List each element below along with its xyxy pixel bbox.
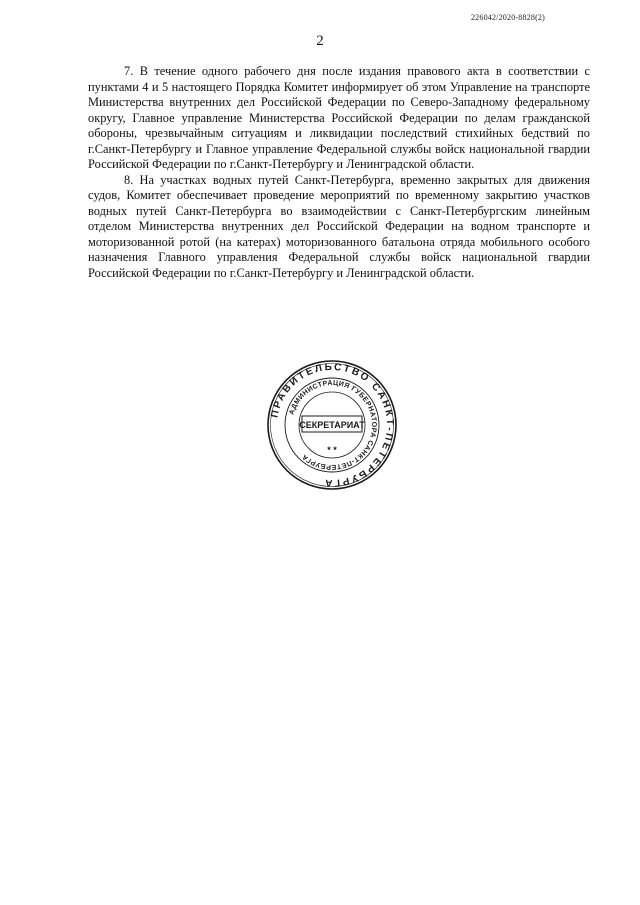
official-seal: [264, 357, 400, 493]
document-body: [88, 64, 590, 281]
seal-stars: * *: [327, 445, 337, 455]
seal-inner-text: АДМИНИСТРАЦИЯ ГУБЕРНАТОРА САНКТ-ПЕТЕРБУРГА: [288, 379, 378, 471]
seal-outer-text: ПРАВИТЕЛЬСТВО САНКТ-ПЕТЕРБУРГА: [269, 361, 396, 489]
paragraph-7: 7. В течение одного рабочего дня после издания правового акта в соответствии с пунктами 4 и 5 настоящего Порядка Комитет информирует об этом Управление на транспорте Министерства внутренних дел Российской Федерации по Северо-Западному федеральному округу, Главное управление Министерства Российской Федерации по делам гражданской обороны, чрезвычайным ситуациям и ликвидации последствий стихийных бедствий по г.Санкт-Петербургу и Главное управление Федеральной службы войск национальной гвардии Российской Федерации по г.Санкт-Петербургу и Ленинградской области.: [88, 64, 590, 171]
paragraph-8: 8. На участках водных путей Санкт-Петербурга, временно закрытых для движения судов, Комитет обеспечивает проведение мероприятий по временному закрытию участков водных путей Санкт-Петербурга во взаимодействии с Санкт-Петербургским линейным отделом Министерства внутренних дел Российской Федерации на водном транспорте и моторизованной ротой (на катерах) моторизованного батальона отряда мобильного особого назначения Главного управления Федеральной службы войск национальной гвардии Российской Федерации по г.Санкт-Петербургу и Ленинградской области.: [88, 172, 590, 280]
document-id: 226042/2020-8828(2): [470, 13, 545, 22]
page-number: 2: [316, 33, 324, 49]
seal-center-text: СЕКРЕТАРИАТ: [299, 420, 365, 430]
seal-graphic: [264, 357, 400, 493]
